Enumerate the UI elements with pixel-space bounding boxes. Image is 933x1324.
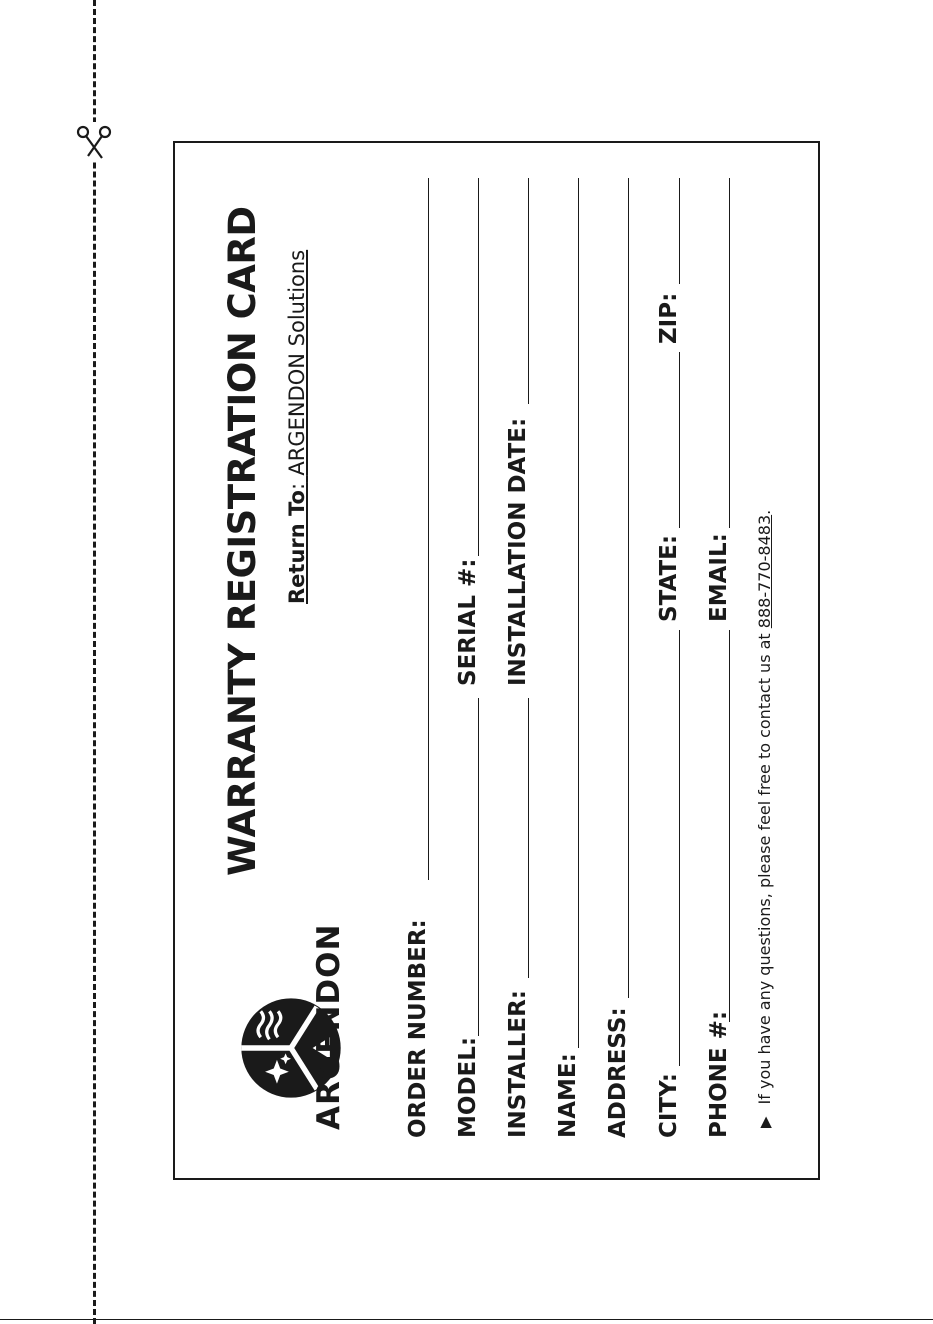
state-field[interactable] bbox=[679, 352, 680, 528]
contact-note-end: . bbox=[755, 509, 774, 515]
contact-note bbox=[755, 510, 774, 1128]
address-label: ADDRESS: bbox=[605, 1007, 631, 1138]
model-field[interactable] bbox=[478, 698, 479, 1036]
name-label: NAME: bbox=[555, 1053, 581, 1138]
name-row bbox=[547, 178, 587, 1138]
warranty-card bbox=[173, 141, 820, 1180]
installation-date-label: INSTALLATION DATE: bbox=[505, 417, 531, 686]
city-state-zip-row bbox=[648, 178, 688, 1138]
brand-name: ARGENDON bbox=[311, 923, 347, 1130]
contact-note-text: If you have any questions, please feel free to contact us at bbox=[755, 628, 774, 1105]
phone-label: PHONE #: bbox=[706, 1010, 732, 1138]
zip-field[interactable] bbox=[679, 178, 680, 284]
installer-label: INSTALLER: bbox=[505, 989, 531, 1138]
state-label: STATE: bbox=[656, 534, 682, 622]
address-field[interactable] bbox=[628, 178, 629, 998]
cut-line bbox=[93, 0, 96, 1324]
return-company: ARGENDON Solutions bbox=[285, 249, 309, 476]
serial-label: SERIAL #: bbox=[455, 558, 481, 686]
city-label: CITY: bbox=[656, 1073, 682, 1138]
installation-date-field[interactable] bbox=[528, 178, 529, 404]
phone-email-row bbox=[698, 178, 738, 1138]
bullet-triangle-icon: ▶ bbox=[756, 1116, 774, 1128]
order-number-field[interactable] bbox=[428, 178, 429, 880]
email-field[interactable] bbox=[729, 178, 730, 528]
email-label: EMAIL: bbox=[706, 533, 732, 622]
installer-row bbox=[497, 178, 537, 1138]
return-to bbox=[285, 250, 309, 604]
model-label: MODEL: bbox=[455, 1036, 481, 1138]
zip-label: ZIP: bbox=[656, 292, 682, 344]
installer-field[interactable] bbox=[528, 698, 529, 978]
city-field[interactable] bbox=[679, 630, 680, 1066]
contact-phone-link[interactable]: 888-770-8483 bbox=[755, 514, 774, 629]
order-number-label: ORDER NUMBER: bbox=[405, 919, 431, 1138]
model-serial-row bbox=[447, 178, 487, 1138]
scissors-icon bbox=[72, 122, 116, 162]
return-separator: : bbox=[285, 482, 309, 491]
return-label: Return To bbox=[285, 490, 309, 604]
phone-field[interactable] bbox=[729, 630, 730, 1022]
page-edge-rule bbox=[0, 1319, 933, 1320]
card-title: WARRANTY REGISTRATION CARD bbox=[221, 206, 264, 876]
name-field[interactable] bbox=[578, 178, 579, 1048]
order-number-row bbox=[397, 178, 437, 1138]
address-row bbox=[597, 178, 637, 1138]
card-content bbox=[175, 143, 822, 1182]
serial-field[interactable] bbox=[478, 178, 479, 556]
